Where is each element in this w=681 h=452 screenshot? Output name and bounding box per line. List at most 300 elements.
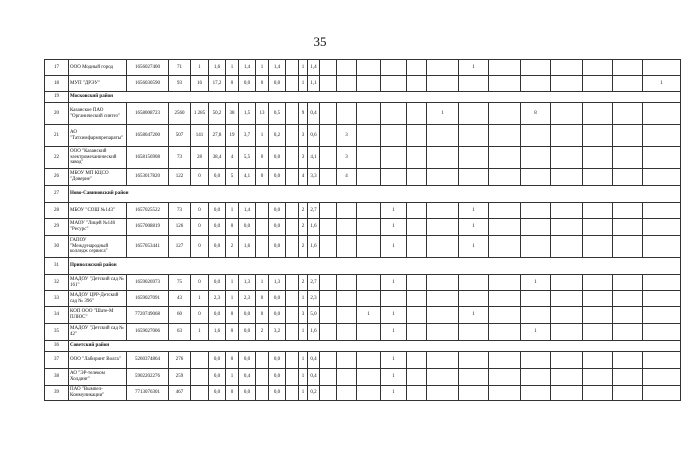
value-cell: 27,8 [209, 125, 226, 147]
value-cell [643, 103, 681, 125]
value-cell [613, 236, 643, 258]
table-row [45, 103, 681, 125]
value-cell: 0,0 [239, 386, 256, 401]
value-cell: 1 [191, 291, 209, 307]
value-cell: 0 [191, 275, 209, 291]
value-cell [320, 125, 337, 147]
value-cell: 5 [226, 169, 239, 186]
value-cell [643, 369, 681, 386]
value-cell [551, 125, 583, 147]
value-cell [489, 60, 521, 76]
value-cell [521, 236, 551, 258]
value-cell [337, 275, 357, 291]
value-cell [357, 386, 381, 401]
value-cell: 3 [337, 147, 357, 169]
value-cell: 276 [169, 352, 191, 369]
table-row [45, 60, 681, 76]
value-cell: 0,0 [239, 219, 256, 236]
value-cell [427, 369, 459, 386]
value-cell: 0 [191, 169, 209, 186]
value-cell: 28 [191, 147, 209, 169]
value-cell [357, 203, 381, 219]
value-cell: 13 [256, 103, 269, 125]
section-row [45, 258, 681, 275]
value-cell [583, 291, 613, 307]
value-cell [427, 386, 459, 401]
row-number: 21 [45, 125, 69, 147]
value-cell [551, 236, 583, 258]
value-cell: 0,0 [239, 307, 256, 324]
value-cell [381, 60, 407, 76]
value-cell [357, 147, 381, 169]
value-cell: 3 [299, 125, 308, 147]
row-number: 31 [45, 258, 69, 275]
value-cell [286, 275, 299, 291]
value-cell: 3,2 [269, 324, 286, 341]
value-cell [320, 219, 337, 236]
value-cell: 1,4 [308, 60, 320, 76]
value-cell: 1 [299, 369, 308, 386]
value-cell [489, 169, 521, 186]
table-row [45, 324, 681, 341]
value-cell [407, 324, 427, 341]
value-cell [551, 386, 583, 401]
value-cell [583, 60, 613, 76]
value-cell [583, 369, 613, 386]
value-cell [489, 219, 521, 236]
value-cell: 1 [381, 203, 407, 219]
value-cell: 0 [256, 169, 269, 186]
value-cell [489, 103, 521, 125]
value-cell: 0,4 [308, 369, 320, 386]
value-cell [286, 236, 299, 258]
value-cell: 2 [299, 203, 308, 219]
value-cell: 0,0 [209, 203, 226, 219]
value-cell [357, 291, 381, 307]
inn-cell: 1659026973 [127, 275, 169, 291]
value-cell: 1 [299, 60, 308, 76]
value-cell [286, 307, 299, 324]
value-cell [407, 369, 427, 386]
value-cell: 3 [337, 125, 357, 147]
value-cell [521, 386, 551, 401]
value-cell [427, 324, 459, 341]
value-cell: 1 [357, 307, 381, 324]
value-cell: 1 [427, 103, 459, 125]
value-cell: 4,1 [239, 169, 256, 186]
inn-cell: 7720749068 [127, 307, 169, 324]
value-cell: 0,0 [269, 369, 286, 386]
data-table [44, 59, 681, 401]
value-cell [337, 291, 357, 307]
value-cell [643, 307, 681, 324]
inn-cell: 1657008819 [127, 219, 169, 236]
value-cell [551, 352, 583, 369]
value-cell [357, 369, 381, 386]
value-cell: 3,3 [308, 169, 320, 186]
value-cell: 16 [191, 76, 209, 92]
value-cell [551, 369, 583, 386]
value-cell: 1,6 [308, 236, 320, 258]
value-cell [337, 76, 357, 92]
value-cell: 1 [226, 203, 239, 219]
value-cell [551, 76, 583, 92]
value-cell: 5,0 [308, 307, 320, 324]
value-cell: 1,6 [209, 60, 226, 76]
value-cell: 17,2 [209, 76, 226, 92]
value-cell: 9 [299, 103, 308, 125]
inn-cell: 1659027091 [127, 291, 169, 307]
value-cell: 467 [169, 386, 191, 401]
value-cell [407, 60, 427, 76]
value-cell [459, 275, 489, 291]
row-number: 26 [45, 169, 69, 186]
value-cell [320, 352, 337, 369]
value-cell: 127 [169, 236, 191, 258]
value-cell [459, 369, 489, 386]
value-cell [489, 275, 521, 291]
value-cell: 1 [459, 60, 489, 76]
organization-name: ООО "Казанский электромеханический завод" [69, 147, 127, 169]
organization-name: МАДОУ "Детский сад № 42" [69, 324, 127, 341]
value-cell [407, 203, 427, 219]
value-cell [357, 103, 381, 125]
value-cell: 1,5 [239, 103, 256, 125]
row-number: 17 [45, 60, 69, 76]
organization-name: МБОУ МП КЦСО "Доверие" [69, 169, 127, 186]
value-cell [320, 291, 337, 307]
value-cell: 507 [169, 125, 191, 147]
value-cell: 0,0 [209, 236, 226, 258]
value-cell: 0 [226, 219, 239, 236]
value-cell: 1 [521, 324, 551, 341]
row-number: 35 [45, 324, 69, 341]
value-cell [489, 324, 521, 341]
value-cell: 38 [226, 103, 239, 125]
value-cell: 0 [191, 219, 209, 236]
row-number: 36 [45, 341, 69, 352]
value-cell [320, 76, 337, 92]
value-cell: 93 [169, 76, 191, 92]
value-cell [337, 307, 357, 324]
value-cell [381, 76, 407, 92]
value-cell [521, 352, 551, 369]
value-cell: 3,7 [239, 125, 256, 147]
value-cell [357, 76, 381, 92]
value-cell [551, 203, 583, 219]
value-cell: 2560 [169, 103, 191, 125]
inn-cell: 1656030590 [127, 76, 169, 92]
value-cell [191, 369, 209, 386]
value-cell [459, 324, 489, 341]
value-cell [427, 125, 459, 147]
value-cell [357, 125, 381, 147]
table-row [45, 76, 681, 92]
value-cell [357, 219, 381, 236]
value-cell [427, 352, 459, 369]
value-cell: 1 [381, 307, 407, 324]
value-cell: 0,0 [209, 386, 226, 401]
value-cell: 4 [337, 169, 357, 186]
value-cell: 2,3 [239, 291, 256, 307]
value-cell: 0,0 [269, 203, 286, 219]
value-cell [286, 324, 299, 341]
value-cell [643, 386, 681, 401]
value-cell [286, 203, 299, 219]
value-cell [489, 386, 521, 401]
value-cell [521, 147, 551, 169]
value-cell: 3 [299, 147, 308, 169]
value-cell: 1,6 [239, 236, 256, 258]
organization-name: МБОУ "СОШ №143" [69, 203, 127, 219]
row-number: 20 [45, 103, 69, 125]
value-cell [459, 147, 489, 169]
value-cell [583, 203, 613, 219]
value-cell: 2,7 [308, 203, 320, 219]
value-cell [613, 203, 643, 219]
value-cell [551, 324, 583, 341]
value-cell [551, 60, 583, 76]
value-cell [613, 125, 643, 147]
value-cell: 71 [169, 60, 191, 76]
value-cell [427, 76, 459, 92]
value-cell: 122 [169, 169, 191, 186]
value-cell: 1 [459, 307, 489, 324]
value-cell [357, 60, 381, 76]
value-cell [459, 103, 489, 125]
value-cell: 3 [299, 307, 308, 324]
value-cell: 0,0 [269, 169, 286, 186]
value-cell [643, 169, 681, 186]
value-cell: 19 [226, 125, 239, 147]
value-cell: 0,0 [269, 307, 286, 324]
value-cell [407, 103, 427, 125]
value-cell [381, 291, 407, 307]
value-cell: 0,5 [269, 103, 286, 125]
row-number: 34 [45, 307, 69, 324]
value-cell: 0 [226, 352, 239, 369]
organization-name: ООО "Лабиринт Волга" [69, 352, 127, 369]
value-cell [286, 76, 299, 92]
value-cell: 75 [169, 275, 191, 291]
organization-name: АО "Татхимфармпрепараты" [69, 125, 127, 147]
organization-name: МУП "ДРЭУ" [69, 76, 127, 92]
value-cell: 1 [256, 125, 269, 147]
value-cell: 0,4 [239, 369, 256, 386]
value-cell: 0,6 [308, 125, 320, 147]
value-cell [459, 125, 489, 147]
value-cell [583, 76, 613, 92]
value-cell [551, 307, 583, 324]
value-cell [551, 169, 583, 186]
value-cell [459, 352, 489, 369]
value-cell: 1 [226, 369, 239, 386]
value-cell [643, 125, 681, 147]
value-cell [256, 352, 269, 369]
value-cell: 0,0 [209, 275, 226, 291]
row-number: 38 [45, 369, 69, 386]
page-number: 35 [313, 34, 327, 49]
value-cell: 1 [381, 324, 407, 341]
value-cell [489, 147, 521, 169]
section-title: Приволжский район [69, 258, 681, 275]
inn-cell: 7713076301 [127, 386, 169, 401]
row-number: 29 [45, 219, 69, 236]
value-cell [613, 60, 643, 76]
value-cell: 0,0 [239, 324, 256, 341]
value-cell: 2 [256, 324, 269, 341]
value-cell: 5,5 [239, 147, 256, 169]
value-cell [521, 203, 551, 219]
value-cell [320, 203, 337, 219]
value-cell [337, 352, 357, 369]
table-row [45, 369, 681, 386]
value-cell [427, 147, 459, 169]
value-cell: 126 [169, 219, 191, 236]
value-cell: 0 [256, 307, 269, 324]
value-cell: 1,3 [269, 275, 286, 291]
value-cell: 0 [191, 307, 209, 324]
value-cell: 0 [226, 307, 239, 324]
value-cell [489, 76, 521, 92]
value-cell: 0,0 [239, 352, 256, 369]
value-cell [583, 352, 613, 369]
value-cell: 0 [226, 386, 239, 401]
value-cell [427, 307, 459, 324]
value-cell [320, 369, 337, 386]
value-cell [320, 307, 337, 324]
inn-cell: 5260374864 [127, 352, 169, 369]
value-cell: 141 [191, 125, 209, 147]
value-cell: 1 [256, 60, 269, 76]
value-cell [459, 291, 489, 307]
value-cell: 1 [459, 203, 489, 219]
value-cell [551, 147, 583, 169]
value-cell [381, 103, 407, 125]
value-cell [427, 60, 459, 76]
value-cell: 1 [299, 386, 308, 401]
value-cell [643, 60, 681, 76]
value-cell [459, 386, 489, 401]
value-cell [613, 307, 643, 324]
value-cell [407, 236, 427, 258]
value-cell: 0,0 [209, 307, 226, 324]
value-cell: 2,7 [308, 275, 320, 291]
value-cell [286, 386, 299, 401]
value-cell [320, 386, 337, 401]
value-cell [489, 369, 521, 386]
value-cell [381, 125, 407, 147]
value-cell: 50,2 [209, 103, 226, 125]
inn-cell: 1656027400 [127, 60, 169, 76]
value-cell [583, 219, 613, 236]
row-number: 37 [45, 352, 69, 369]
value-cell [337, 324, 357, 341]
value-cell [320, 324, 337, 341]
value-cell: 0,0 [209, 352, 226, 369]
value-cell: 0,0 [269, 236, 286, 258]
value-cell [613, 324, 643, 341]
value-cell [286, 369, 299, 386]
row-number: 19 [45, 92, 69, 103]
organization-name: ПАО "Вымпел-Коммуникации" [69, 386, 127, 401]
value-cell [643, 352, 681, 369]
value-cell [286, 291, 299, 307]
value-cell [643, 147, 681, 169]
value-cell [407, 307, 427, 324]
inn-cell: 1657025522 [127, 203, 169, 219]
value-cell: 0 [191, 236, 209, 258]
value-cell: 1 [521, 275, 551, 291]
value-cell [407, 291, 427, 307]
value-cell [320, 103, 337, 125]
value-cell [643, 291, 681, 307]
section-row [45, 92, 681, 103]
value-cell [643, 236, 681, 258]
value-cell: 0,0 [269, 76, 286, 92]
value-cell [521, 169, 551, 186]
value-cell: 1 [381, 386, 407, 401]
value-cell [286, 169, 299, 186]
value-cell: 1 [381, 236, 407, 258]
value-cell: 0,0 [209, 169, 226, 186]
table-row [45, 291, 681, 307]
row-number: 27 [45, 186, 69, 203]
row-number: 32 [45, 275, 69, 291]
value-cell [407, 219, 427, 236]
value-cell [427, 219, 459, 236]
value-cell [256, 219, 269, 236]
value-cell: 0,0 [209, 369, 226, 386]
value-cell [407, 125, 427, 147]
value-cell [583, 386, 613, 401]
value-cell [583, 169, 613, 186]
value-cell: 2 [226, 236, 239, 258]
section-title: Ново-Савиновский район [69, 186, 681, 203]
value-cell [551, 103, 583, 125]
value-cell: 0 [256, 147, 269, 169]
value-cell: 0,0 [269, 291, 286, 307]
value-cell [613, 147, 643, 169]
value-cell [337, 203, 357, 219]
value-cell [643, 219, 681, 236]
organization-name: Казанское ПАО "Органический синтез" [69, 103, 127, 125]
value-cell [337, 236, 357, 258]
value-cell: 1,4 [239, 203, 256, 219]
value-cell [489, 236, 521, 258]
value-cell [521, 76, 551, 92]
table-row [45, 236, 681, 258]
value-cell: 1,1 [308, 76, 320, 92]
value-cell: 38,4 [209, 147, 226, 169]
value-cell: 2,3 [308, 291, 320, 307]
value-cell [613, 386, 643, 401]
value-cell [286, 60, 299, 76]
value-cell: 0 [191, 203, 209, 219]
inn-cell: 1659027006 [127, 324, 169, 341]
value-cell: 1 [643, 76, 681, 92]
value-cell: 8 [521, 103, 551, 125]
value-cell [427, 236, 459, 258]
value-cell [256, 203, 269, 219]
value-cell [407, 147, 427, 169]
value-cell: 63 [169, 324, 191, 341]
value-cell: 0 [256, 291, 269, 307]
value-cell: 1 [381, 219, 407, 236]
value-cell [381, 147, 407, 169]
value-cell: 1,4 [269, 60, 286, 76]
inn-cell: 1658008723 [127, 103, 169, 125]
